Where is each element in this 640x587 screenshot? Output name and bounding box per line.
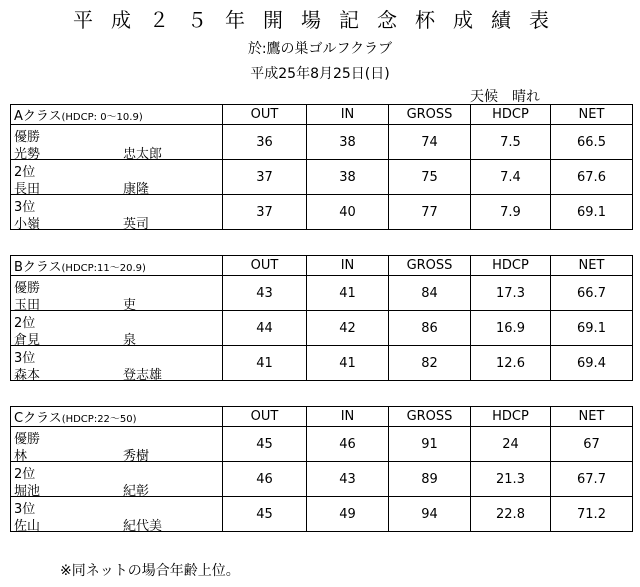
table-row	[11, 346, 633, 381]
net-score: 67.7	[551, 462, 633, 497]
gross-score: 94	[389, 497, 471, 532]
column-header-hdcp: HDCP	[471, 256, 551, 276]
class-label	[11, 105, 223, 125]
table-row	[11, 462, 633, 497]
class-hdcp-range: (HDCP:22～50)	[61, 414, 137, 425]
column-header-in: IN	[307, 407, 389, 427]
in-score: 38	[307, 125, 389, 160]
out-score: 44	[223, 311, 307, 346]
rank-label: 2位	[14, 467, 36, 482]
column-header-net: NET	[551, 256, 633, 276]
hdcp-value: 7.9	[471, 195, 551, 230]
given-name: 秀樹	[123, 449, 150, 464]
family-name: 倉見	[14, 333, 41, 348]
hdcp-value: 22.8	[471, 497, 551, 532]
table-row	[11, 311, 633, 346]
net-score: 66.5	[551, 125, 633, 160]
in-score: 43	[307, 462, 389, 497]
gross-score: 77	[389, 195, 471, 230]
column-header-net: NET	[551, 105, 633, 125]
gross-score: 75	[389, 160, 471, 195]
column-header-out: OUT	[223, 256, 307, 276]
hdcp-value: 17.3	[471, 276, 551, 311]
family-name: 光勢	[14, 147, 41, 162]
weather-line: 天候 晴れ	[470, 89, 540, 105]
in-score: 38	[307, 160, 389, 195]
given-name: 泉	[123, 333, 137, 348]
in-score: 46	[307, 427, 389, 462]
venue-line: 於:鷹の巣ゴルフクラブ	[247, 41, 393, 57]
family-name: 林	[14, 449, 28, 464]
column-header-gross: GROSS	[389, 105, 471, 125]
net-score: 69.1	[551, 195, 633, 230]
net-score: 71.2	[551, 497, 633, 532]
in-score: 41	[307, 346, 389, 381]
hdcp-value: 21.3	[471, 462, 551, 497]
out-score: 36	[223, 125, 307, 160]
footnote: ※同ネットの場合年齢上位。	[60, 563, 240, 579]
column-header-out: OUT	[223, 105, 307, 125]
player-cell	[11, 160, 223, 195]
given-name: 英司	[123, 217, 150, 232]
player-cell	[11, 427, 223, 462]
out-score: 37	[223, 195, 307, 230]
gross-score: 82	[389, 346, 471, 381]
net-score: 67.6	[551, 160, 633, 195]
hdcp-value: 24	[471, 427, 551, 462]
column-header-in: IN	[307, 256, 389, 276]
table-row	[11, 276, 633, 311]
class-label	[11, 256, 223, 276]
family-name: 小嶺	[14, 217, 41, 232]
results-table-class-a	[10, 104, 633, 230]
table-row	[11, 195, 633, 230]
gross-score: 84	[389, 276, 471, 311]
out-score: 41	[223, 346, 307, 381]
net-score: 69.1	[551, 311, 633, 346]
hdcp-value: 12.6	[471, 346, 551, 381]
column-header-net: NET	[551, 407, 633, 427]
rank-label: 2位	[14, 165, 36, 180]
class-name: Bクラス	[14, 260, 62, 275]
rank-label: 2位	[14, 316, 36, 331]
class-header-row	[11, 105, 633, 125]
out-score: 46	[223, 462, 307, 497]
family-name: 玉田	[14, 298, 41, 313]
table-row	[11, 125, 633, 160]
in-score: 40	[307, 195, 389, 230]
out-score: 37	[223, 160, 307, 195]
gross-score: 86	[389, 311, 471, 346]
column-header-in: IN	[307, 105, 389, 125]
player-cell	[11, 462, 223, 497]
family-name: 長田	[14, 182, 41, 197]
player-cell	[11, 311, 223, 346]
given-name: 登志雄	[123, 368, 163, 383]
rank-label: 優勝	[14, 432, 41, 447]
given-name: 紀彰	[123, 484, 150, 499]
class-hdcp-range: (HDCP: 0～10.9)	[61, 112, 143, 123]
player-cell	[11, 346, 223, 381]
hdcp-value: 16.9	[471, 311, 551, 346]
rank-label: 3位	[14, 200, 36, 215]
table-row	[11, 160, 633, 195]
family-name: 堀池	[14, 484, 41, 499]
date-line: 平成25年8月25日(日)	[250, 66, 390, 82]
document-title: 平成２５年開場記念杯成績表	[73, 8, 567, 32]
gross-score: 89	[389, 462, 471, 497]
given-name: 忠太郎	[123, 147, 163, 162]
column-header-hdcp: HDCP	[471, 105, 551, 125]
column-header-gross: GROSS	[389, 407, 471, 427]
class-label	[11, 407, 223, 427]
results-table-class-b	[10, 255, 633, 381]
net-score: 66.7	[551, 276, 633, 311]
class-header-row	[11, 256, 633, 276]
class-name: Aクラス	[14, 109, 62, 124]
in-score: 41	[307, 276, 389, 311]
family-name: 佐山	[14, 519, 41, 534]
rank-label: 優勝	[14, 281, 41, 296]
rank-label: 3位	[14, 351, 36, 366]
results-table-class-c	[10, 406, 633, 532]
class-name: Cクラス	[14, 411, 62, 426]
table-row	[11, 427, 633, 462]
out-score: 43	[223, 276, 307, 311]
given-name: 吏	[123, 298, 137, 313]
hdcp-value: 7.5	[471, 125, 551, 160]
class-header-row	[11, 407, 633, 427]
given-name: 康隆	[123, 182, 150, 197]
class-hdcp-range: (HDCP:11～20.9)	[61, 263, 146, 274]
gross-score: 74	[389, 125, 471, 160]
gross-score: 91	[389, 427, 471, 462]
in-score: 49	[307, 497, 389, 532]
rank-label: 3位	[14, 502, 36, 517]
column-header-hdcp: HDCP	[471, 407, 551, 427]
out-score: 45	[223, 497, 307, 532]
given-name: 紀代美	[123, 519, 163, 534]
player-cell	[11, 276, 223, 311]
column-header-gross: GROSS	[389, 256, 471, 276]
player-cell	[11, 497, 223, 532]
in-score: 42	[307, 311, 389, 346]
net-score: 69.4	[551, 346, 633, 381]
table-row	[11, 497, 633, 532]
column-header-out: OUT	[223, 407, 307, 427]
net-score: 67	[551, 427, 633, 462]
out-score: 45	[223, 427, 307, 462]
rank-label: 優勝	[14, 130, 41, 145]
family-name: 森本	[14, 368, 41, 383]
hdcp-value: 7.4	[471, 160, 551, 195]
player-cell	[11, 195, 223, 230]
player-cell	[11, 125, 223, 160]
